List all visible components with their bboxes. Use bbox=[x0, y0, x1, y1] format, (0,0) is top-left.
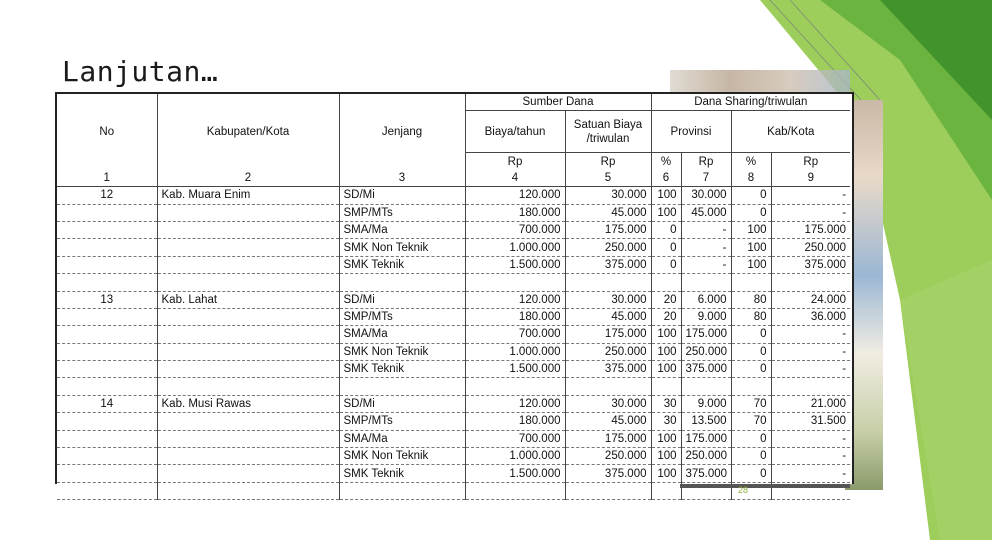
cell-satuan: 375.000 bbox=[565, 256, 651, 273]
cell-kp: 0 bbox=[731, 204, 771, 221]
cell-pp: 0 bbox=[651, 239, 681, 256]
cell-jenjang: SMK Teknik bbox=[339, 361, 465, 378]
cell-jenjang: SMA/Ma bbox=[339, 221, 465, 238]
cell-kp: 100 bbox=[731, 239, 771, 256]
cell-biaya: 700.000 bbox=[465, 221, 565, 238]
cell-pp: 0 bbox=[651, 256, 681, 273]
cell-prp: 250.000 bbox=[681, 343, 731, 360]
cell-kab bbox=[157, 239, 339, 256]
table-row bbox=[57, 395, 850, 412]
table-row bbox=[57, 187, 850, 204]
cell-kab bbox=[157, 361, 339, 378]
funding-table bbox=[57, 94, 850, 500]
cell-krp: - bbox=[771, 448, 850, 465]
slide-title: Lanjutan… bbox=[62, 55, 219, 88]
cell-jenjang: SMK Non Teknik bbox=[339, 343, 465, 360]
header-provinsi: Provinsi bbox=[651, 111, 731, 153]
cell-krp: 250.000 bbox=[771, 239, 850, 256]
cell-krp: 21.000 bbox=[771, 395, 850, 412]
cell-krp: - bbox=[771, 465, 850, 482]
cell-satuan: 30.000 bbox=[565, 395, 651, 412]
cell-satuan: 175.000 bbox=[565, 430, 651, 447]
cell-kab bbox=[157, 430, 339, 447]
table-row bbox=[57, 256, 850, 273]
sub-rp4: Rp bbox=[465, 153, 565, 170]
cell-jenjang bbox=[339, 378, 465, 395]
cell-kp: 0 bbox=[731, 361, 771, 378]
cell-kab bbox=[157, 308, 339, 325]
header-kabupaten: Kabupaten/Kota bbox=[157, 111, 339, 153]
table-row bbox=[57, 448, 850, 465]
funding-table-container bbox=[55, 92, 854, 484]
cell-satuan: 250.000 bbox=[565, 343, 651, 360]
cell-kp: 0 bbox=[731, 343, 771, 360]
cell-kab: Kab. Lahat bbox=[157, 291, 339, 308]
cell-kp: 70 bbox=[731, 395, 771, 412]
cell-no bbox=[57, 465, 157, 482]
cell-pp: 100 bbox=[651, 343, 681, 360]
cell-jenjang: SMK Non Teknik bbox=[339, 448, 465, 465]
cell-kp bbox=[731, 274, 771, 291]
cell-biaya: 1.500.000 bbox=[465, 361, 565, 378]
cell-biaya: 700.000 bbox=[465, 326, 565, 343]
cell-satuan: 375.000 bbox=[565, 465, 651, 482]
cell-kab: Kab. Muara Enim bbox=[157, 187, 339, 204]
cell-krp: - bbox=[771, 343, 850, 360]
cell-krp: 175.000 bbox=[771, 221, 850, 238]
colnum-2: 2 bbox=[157, 170, 339, 187]
table-row bbox=[57, 378, 850, 395]
sub-rp7: Rp bbox=[681, 153, 731, 170]
cell-jenjang: SMA/Ma bbox=[339, 326, 465, 343]
cell-krp: 31.500 bbox=[771, 413, 850, 430]
sub-rp9: Rp bbox=[771, 153, 850, 170]
cell-prp bbox=[681, 378, 731, 395]
colnum-7: 7 bbox=[681, 170, 731, 187]
colnum-5: 5 bbox=[565, 170, 651, 187]
cell-biaya bbox=[465, 378, 565, 395]
cell-no: 13 bbox=[57, 291, 157, 308]
cell-kp: 0 bbox=[731, 448, 771, 465]
cell-prp: - bbox=[681, 239, 731, 256]
cell-no bbox=[57, 413, 157, 430]
cell-pp: 0 bbox=[651, 221, 681, 238]
cell-pp: 30 bbox=[651, 413, 681, 430]
cell-kab bbox=[157, 413, 339, 430]
cell-biaya: 1.500.000 bbox=[465, 465, 565, 482]
cell-prp: 45.000 bbox=[681, 204, 731, 221]
cell-pp bbox=[651, 274, 681, 291]
cell-biaya: 180.000 bbox=[465, 413, 565, 430]
table-row bbox=[57, 204, 850, 221]
cell-jenjang: SMP/MTs bbox=[339, 413, 465, 430]
cell-biaya: 180.000 bbox=[465, 308, 565, 325]
cell-satuan: 175.000 bbox=[565, 221, 651, 238]
cell-biaya: 1.000.000 bbox=[465, 239, 565, 256]
cell-jenjang: SD/Mi bbox=[339, 187, 465, 204]
cell-krp: 36.000 bbox=[771, 308, 850, 325]
table-row bbox=[57, 413, 850, 430]
table-row bbox=[57, 326, 850, 343]
cell-satuan: 45.000 bbox=[565, 413, 651, 430]
sub-rp5: Rp bbox=[565, 153, 651, 170]
cell-kp: 0 bbox=[731, 465, 771, 482]
cell-biaya: 1.500.000 bbox=[465, 256, 565, 273]
header-no: No bbox=[99, 125, 115, 138]
cell-satuan: 30.000 bbox=[565, 291, 651, 308]
cell-satuan: 175.000 bbox=[565, 326, 651, 343]
cell-biaya: 700.000 bbox=[465, 430, 565, 447]
cell-no bbox=[57, 482, 157, 499]
cell-kp: 80 bbox=[731, 291, 771, 308]
cell-kp: 100 bbox=[731, 221, 771, 238]
cell-jenjang: SMK Teknik bbox=[339, 465, 465, 482]
cell-kab bbox=[157, 482, 339, 499]
colnum-1: 1 bbox=[103, 171, 110, 184]
cell-kp: 70 bbox=[731, 413, 771, 430]
cell-prp: 175.000 bbox=[681, 326, 731, 343]
cell-prp bbox=[681, 274, 731, 291]
cell-no bbox=[57, 308, 157, 325]
cell-biaya: 120.000 bbox=[465, 187, 565, 204]
cell-pp: 100 bbox=[651, 430, 681, 447]
cell-no: 12 bbox=[57, 187, 157, 204]
cell-jenjang: SD/Mi bbox=[339, 395, 465, 412]
cell-no bbox=[57, 326, 157, 343]
cell-prp: 6.000 bbox=[681, 291, 731, 308]
cell-prp: 9.000 bbox=[681, 395, 731, 412]
cell-no bbox=[57, 239, 157, 256]
cell-biaya: 120.000 bbox=[465, 291, 565, 308]
cell-krp: - bbox=[771, 204, 850, 221]
cell-no bbox=[57, 256, 157, 273]
cell-pp: 100 bbox=[651, 361, 681, 378]
cell-pp: 20 bbox=[651, 291, 681, 308]
group-header-dana-sharing: Dana Sharing/triwulan bbox=[651, 94, 850, 111]
table-row bbox=[57, 239, 850, 256]
cell-prp: 30.000 bbox=[681, 187, 731, 204]
cell-jenjang: SMP/MTs bbox=[339, 204, 465, 221]
cell-kp: 0 bbox=[731, 187, 771, 204]
cell-satuan: 45.000 bbox=[565, 308, 651, 325]
cell-satuan: 375.000 bbox=[565, 361, 651, 378]
cell-pp: 100 bbox=[651, 465, 681, 482]
cell-krp bbox=[771, 274, 850, 291]
cell-no bbox=[57, 274, 157, 291]
cell-no bbox=[57, 378, 157, 395]
cell-prp: 375.000 bbox=[681, 361, 731, 378]
group-header-sumber-dana: Sumber Dana bbox=[465, 94, 651, 111]
cell-jenjang: SMK Teknik bbox=[339, 256, 465, 273]
cell-pp bbox=[651, 378, 681, 395]
cell-satuan: 30.000 bbox=[565, 187, 651, 204]
cell-satuan: 45.000 bbox=[565, 204, 651, 221]
cell-jenjang: SD/Mi bbox=[339, 291, 465, 308]
cell-kab: Kab. Musi Rawas bbox=[157, 395, 339, 412]
cell-satuan bbox=[565, 482, 651, 499]
cell-jenjang: SMK Non Teknik bbox=[339, 239, 465, 256]
cell-jenjang: SMA/Ma bbox=[339, 430, 465, 447]
table-row bbox=[57, 361, 850, 378]
cell-pp: 100 bbox=[651, 204, 681, 221]
table-row bbox=[57, 465, 850, 482]
header-satuan bbox=[565, 111, 651, 153]
cell-jenjang: SMP/MTs bbox=[339, 308, 465, 325]
cell-prp: 13.500 bbox=[681, 413, 731, 430]
cell-kp: 0 bbox=[731, 326, 771, 343]
cell-biaya: 1.000.000 bbox=[465, 448, 565, 465]
cell-kp: 0 bbox=[731, 430, 771, 447]
colnum-8: 8 bbox=[731, 170, 771, 187]
cell-no bbox=[57, 430, 157, 447]
cell-pp bbox=[651, 482, 681, 499]
cell-biaya bbox=[465, 482, 565, 499]
header-jenjang: Jenjang bbox=[339, 111, 465, 153]
bottom-bar bbox=[680, 484, 850, 488]
table-body bbox=[57, 187, 850, 500]
colnum-9: 9 bbox=[771, 170, 850, 187]
colnum-6: 6 bbox=[651, 170, 681, 187]
cell-krp: - bbox=[771, 361, 850, 378]
cell-pp: 100 bbox=[651, 448, 681, 465]
cell-kab bbox=[157, 465, 339, 482]
cell-kp bbox=[731, 378, 771, 395]
sub-pct8: % bbox=[731, 153, 771, 170]
table-row bbox=[57, 343, 850, 360]
cell-prp: 250.000 bbox=[681, 448, 731, 465]
cell-krp: - bbox=[771, 187, 850, 204]
cell-pp: 20 bbox=[651, 308, 681, 325]
header-satuan-text: Satuan Biaya /triwulan bbox=[573, 118, 643, 145]
cell-no bbox=[57, 204, 157, 221]
cell-biaya: 1.000.000 bbox=[465, 343, 565, 360]
students-photo-top bbox=[670, 70, 850, 93]
colnum-4: 4 bbox=[465, 170, 565, 187]
cell-krp: - bbox=[771, 430, 850, 447]
cell-biaya: 120.000 bbox=[465, 395, 565, 412]
header-kabkota: Kab/Kota bbox=[731, 111, 850, 153]
cell-krp: 375.000 bbox=[771, 256, 850, 273]
cell-jenjang bbox=[339, 274, 465, 291]
colnum-3: 3 bbox=[339, 170, 465, 187]
cell-krp: 24.000 bbox=[771, 291, 850, 308]
cell-satuan bbox=[565, 274, 651, 291]
cell-kab bbox=[157, 326, 339, 343]
cell-satuan: 250.000 bbox=[565, 448, 651, 465]
cell-pp: 100 bbox=[651, 187, 681, 204]
cell-satuan bbox=[565, 378, 651, 395]
sub-pct6: % bbox=[651, 153, 681, 170]
page-number: 28 bbox=[738, 485, 749, 495]
cell-kab bbox=[157, 274, 339, 291]
cell-prp: - bbox=[681, 256, 731, 273]
cell-prp: - bbox=[681, 221, 731, 238]
cell-biaya: 180.000 bbox=[465, 204, 565, 221]
cell-kp: 80 bbox=[731, 308, 771, 325]
cell-krp bbox=[771, 378, 850, 395]
cell-krp: - bbox=[771, 326, 850, 343]
table-row bbox=[57, 221, 850, 238]
table-row bbox=[57, 308, 850, 325]
cell-no bbox=[57, 343, 157, 360]
cell-prp: 175.000 bbox=[681, 430, 731, 447]
cell-kab bbox=[157, 343, 339, 360]
cell-no bbox=[57, 448, 157, 465]
table-row bbox=[57, 274, 850, 291]
cell-kab bbox=[157, 256, 339, 273]
cell-pp: 100 bbox=[651, 326, 681, 343]
cell-prp: 375.000 bbox=[681, 465, 731, 482]
cell-kab bbox=[157, 204, 339, 221]
cell-prp: 9.000 bbox=[681, 308, 731, 325]
cell-jenjang bbox=[339, 482, 465, 499]
cell-kab bbox=[157, 448, 339, 465]
cell-no bbox=[57, 361, 157, 378]
cell-pp: 30 bbox=[651, 395, 681, 412]
cell-satuan: 250.000 bbox=[565, 239, 651, 256]
cell-kab bbox=[157, 221, 339, 238]
cell-no: 14 bbox=[57, 395, 157, 412]
cell-no bbox=[57, 221, 157, 238]
table-row bbox=[57, 291, 850, 308]
table-row bbox=[57, 430, 850, 447]
cell-kp: 100 bbox=[731, 256, 771, 273]
cell-biaya bbox=[465, 274, 565, 291]
header-biaya: Biaya/tahun bbox=[465, 111, 565, 153]
cell-kab bbox=[157, 378, 339, 395]
